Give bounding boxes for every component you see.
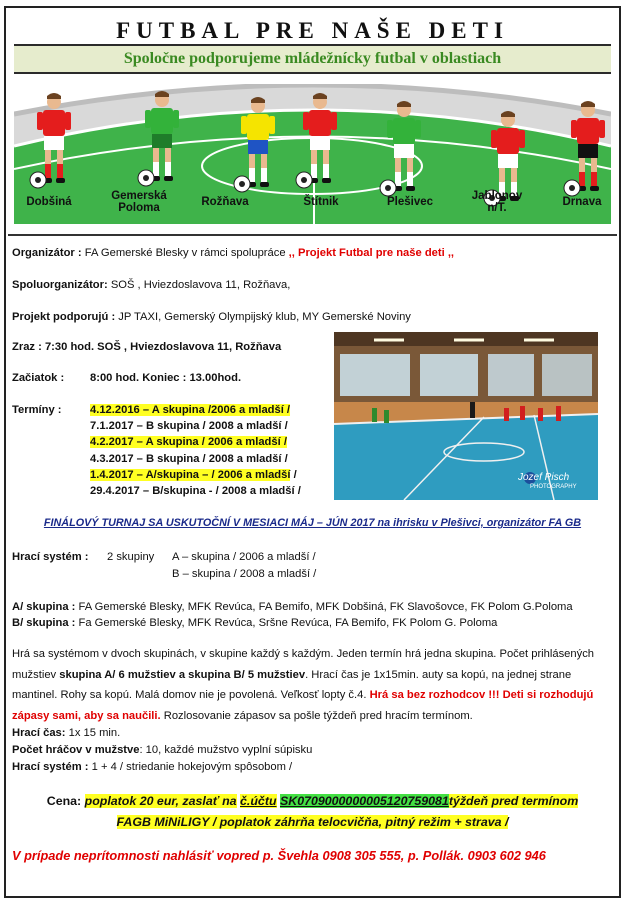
rules-paragraph (12, 644, 613, 726)
price-line (12, 794, 613, 808)
rules-and: a (178, 668, 186, 681)
start-text: 8:00 hod. Koniec : 13.00hod. (90, 372, 242, 384)
town-name-line: Dobšiná (26, 196, 72, 208)
rules-group-a: skupina A/ 6 mužstiev (59, 668, 176, 681)
system-b: B – skupina / 2008 a mladší / (172, 568, 317, 580)
term-item (90, 485, 301, 497)
term-item (90, 436, 287, 448)
group-a-teams: FA Gemerské Blesky, MFK Revúca, FA Bemifo, MFK Dobšiná, FK Slavošovce, FK Polom G.Poloma (78, 601, 573, 613)
time-line (12, 727, 120, 739)
price-includes: FAGB MiNiLIGY / poplatok záhrňa telocvičňa, pitný režim + strava / (116, 815, 509, 829)
system-groups: 2 skupiny (107, 551, 155, 563)
start-label: Začiatok : (12, 372, 65, 384)
term-item (90, 453, 288, 465)
page-title: FUTBAL PRE NAŠE DETI (116, 18, 509, 43)
term-text: 29.4.2017 – B/skupina - / 2008 a mladší / (90, 485, 301, 497)
final-tournament: FINÁLOVÝ TURNAJ SA USKUTOČNÍ V MESIACI MÁJ – JÚN 2017 na ihrisku v Plešivci, organizátor FA GB (43, 517, 582, 529)
account-label: č.účtu (240, 794, 277, 808)
rules-warning: Hrá sa bez rozhodcov !!! Deti si rozhodujú zápasy sami, aby sa naučili. (12, 689, 594, 722)
group-b-line (12, 617, 497, 629)
price-text: poplatok 20 eur, zaslať na (84, 794, 237, 808)
detail-system-text: 1 + 4 / striedanie hokejovým spôsobom / (91, 761, 293, 773)
system-a: A – skupina / 2006 a mladší / (172, 551, 316, 563)
group-a-label: A/ skupina : (12, 601, 76, 613)
account-number: SK0709000000005120759081 (279, 794, 449, 808)
town-name-line: n/T. (487, 202, 507, 214)
term-tail: / (290, 468, 297, 481)
players-line (12, 744, 312, 756)
term-item (90, 420, 288, 432)
separator (8, 234, 617, 236)
group-a-line (12, 601, 573, 613)
organizer-label: Organizátor : (12, 247, 82, 259)
town-name (194, 196, 256, 208)
project-name: ,, Projekt Futbal pre naše deti ,, (288, 247, 455, 259)
town-name (102, 190, 176, 214)
rules-text-3: Rozlosovanie zápasov sa pošle týždeň pred hracím termínom. (163, 709, 473, 722)
term-item (90, 404, 290, 416)
absence-notice: V prípade neprítomnosti nahlásiť vopred p. Švehla 0908 305 555, p. Pollák. 0903 602 946 (12, 848, 546, 863)
town-name (16, 196, 82, 208)
photo-credit-name: Jozef Pisch (518, 472, 570, 483)
organizer-text: FA Gemerské Blesky v rámci spolupráce (84, 247, 286, 259)
time-label: Hrací čas: (12, 727, 66, 739)
price-line-2 (12, 815, 613, 829)
town-name (554, 196, 610, 208)
organizer-line (12, 247, 454, 259)
town-name-line: Jablonov (471, 190, 523, 202)
group-b-label: B/ skupina : (12, 617, 76, 629)
term-text: 4.12.2016 – A skupina /2006 a mladší / (90, 404, 291, 416)
price-deadline: týždeň pred termínom (448, 794, 579, 808)
players-label: Počet hráčov v mužstve (12, 744, 140, 756)
group-b-teams: Fa Gemerské Blesky, MFK Revúca, Sršne Revúca, FA Bemifo, FK Polom G. Poloma (78, 617, 498, 629)
terms-label: Termíny : (12, 404, 62, 416)
system-label: Hrací systém : (12, 551, 89, 563)
detail-system-label: Hrací systém : (12, 761, 89, 773)
players-banner (14, 84, 611, 224)
rules-group-b: skupina B/ 5 mužstiev (188, 668, 306, 681)
meeting-line: Zraz : 7:30 hod. SOŠ , Hviezdoslavova 11, Rožňava (12, 341, 282, 353)
rules-text-2: . Hrací čas je 1x15min. auty sa kopú, na jednej strane mantinel. Rohy sa kopú. Malá domov nie je povolená. Veľkosť lopty č.4. (12, 668, 572, 701)
supporters-label: Projekt podporujú : (12, 311, 116, 323)
subtitle: Spoločne podporujeme mládežnícky futbal v oblastiach (123, 50, 502, 67)
subtitle-bar (14, 44, 611, 74)
town-name (290, 196, 352, 208)
rules-text-1: Hrá sa systémom v dvoch skupinách, v skupine každý s každým. Jeden termín hrá jedna skupina. Počet prihlásených mužstiev (12, 648, 595, 681)
term-text: 4.2.2017 – A skupina / 2006 a mladší / (90, 436, 287, 449)
town-name (464, 190, 530, 214)
term-item (90, 469, 297, 481)
gym-photo (334, 332, 598, 500)
town-name-line: Rožňava (201, 196, 249, 208)
time-text: 1x 15 min. (68, 727, 121, 739)
town-name-line: Gemerská (111, 190, 167, 202)
coorganizer-line (12, 279, 290, 291)
term-text: 4.3.2017 – B skupina / 2008 a mladší / (90, 452, 288, 465)
players-text: : 10, každé mužstvo vyplní súpisku (139, 744, 313, 756)
town-name-line: Poloma (118, 202, 160, 214)
system-line (12, 761, 292, 773)
town-name (380, 196, 440, 208)
coorganizer-label: Spoluorganizátor: (12, 279, 108, 291)
supporters-line (12, 311, 411, 323)
supporters-text: JP TAXI, Gemerský Olympijský klub, MY Gemerské Noviny (118, 311, 411, 323)
price-label: Cena: (46, 794, 82, 808)
term-text: 7.1.2017 – B skupina / 2008 a mladší / (90, 420, 288, 433)
town-name-line: Drnava (562, 196, 602, 208)
coorganizer-text: SOŠ , Hviezdoslavova 11, Rožňava, (110, 279, 291, 291)
town-name-line: Štítnik (303, 196, 339, 208)
photo-credit-sub: PHOTOGRAPHY (530, 484, 577, 490)
term-text: 1.4.2017 – A/skupina – / 2006 a mladší (90, 468, 291, 481)
town-name-line: Plešivec (386, 196, 434, 208)
